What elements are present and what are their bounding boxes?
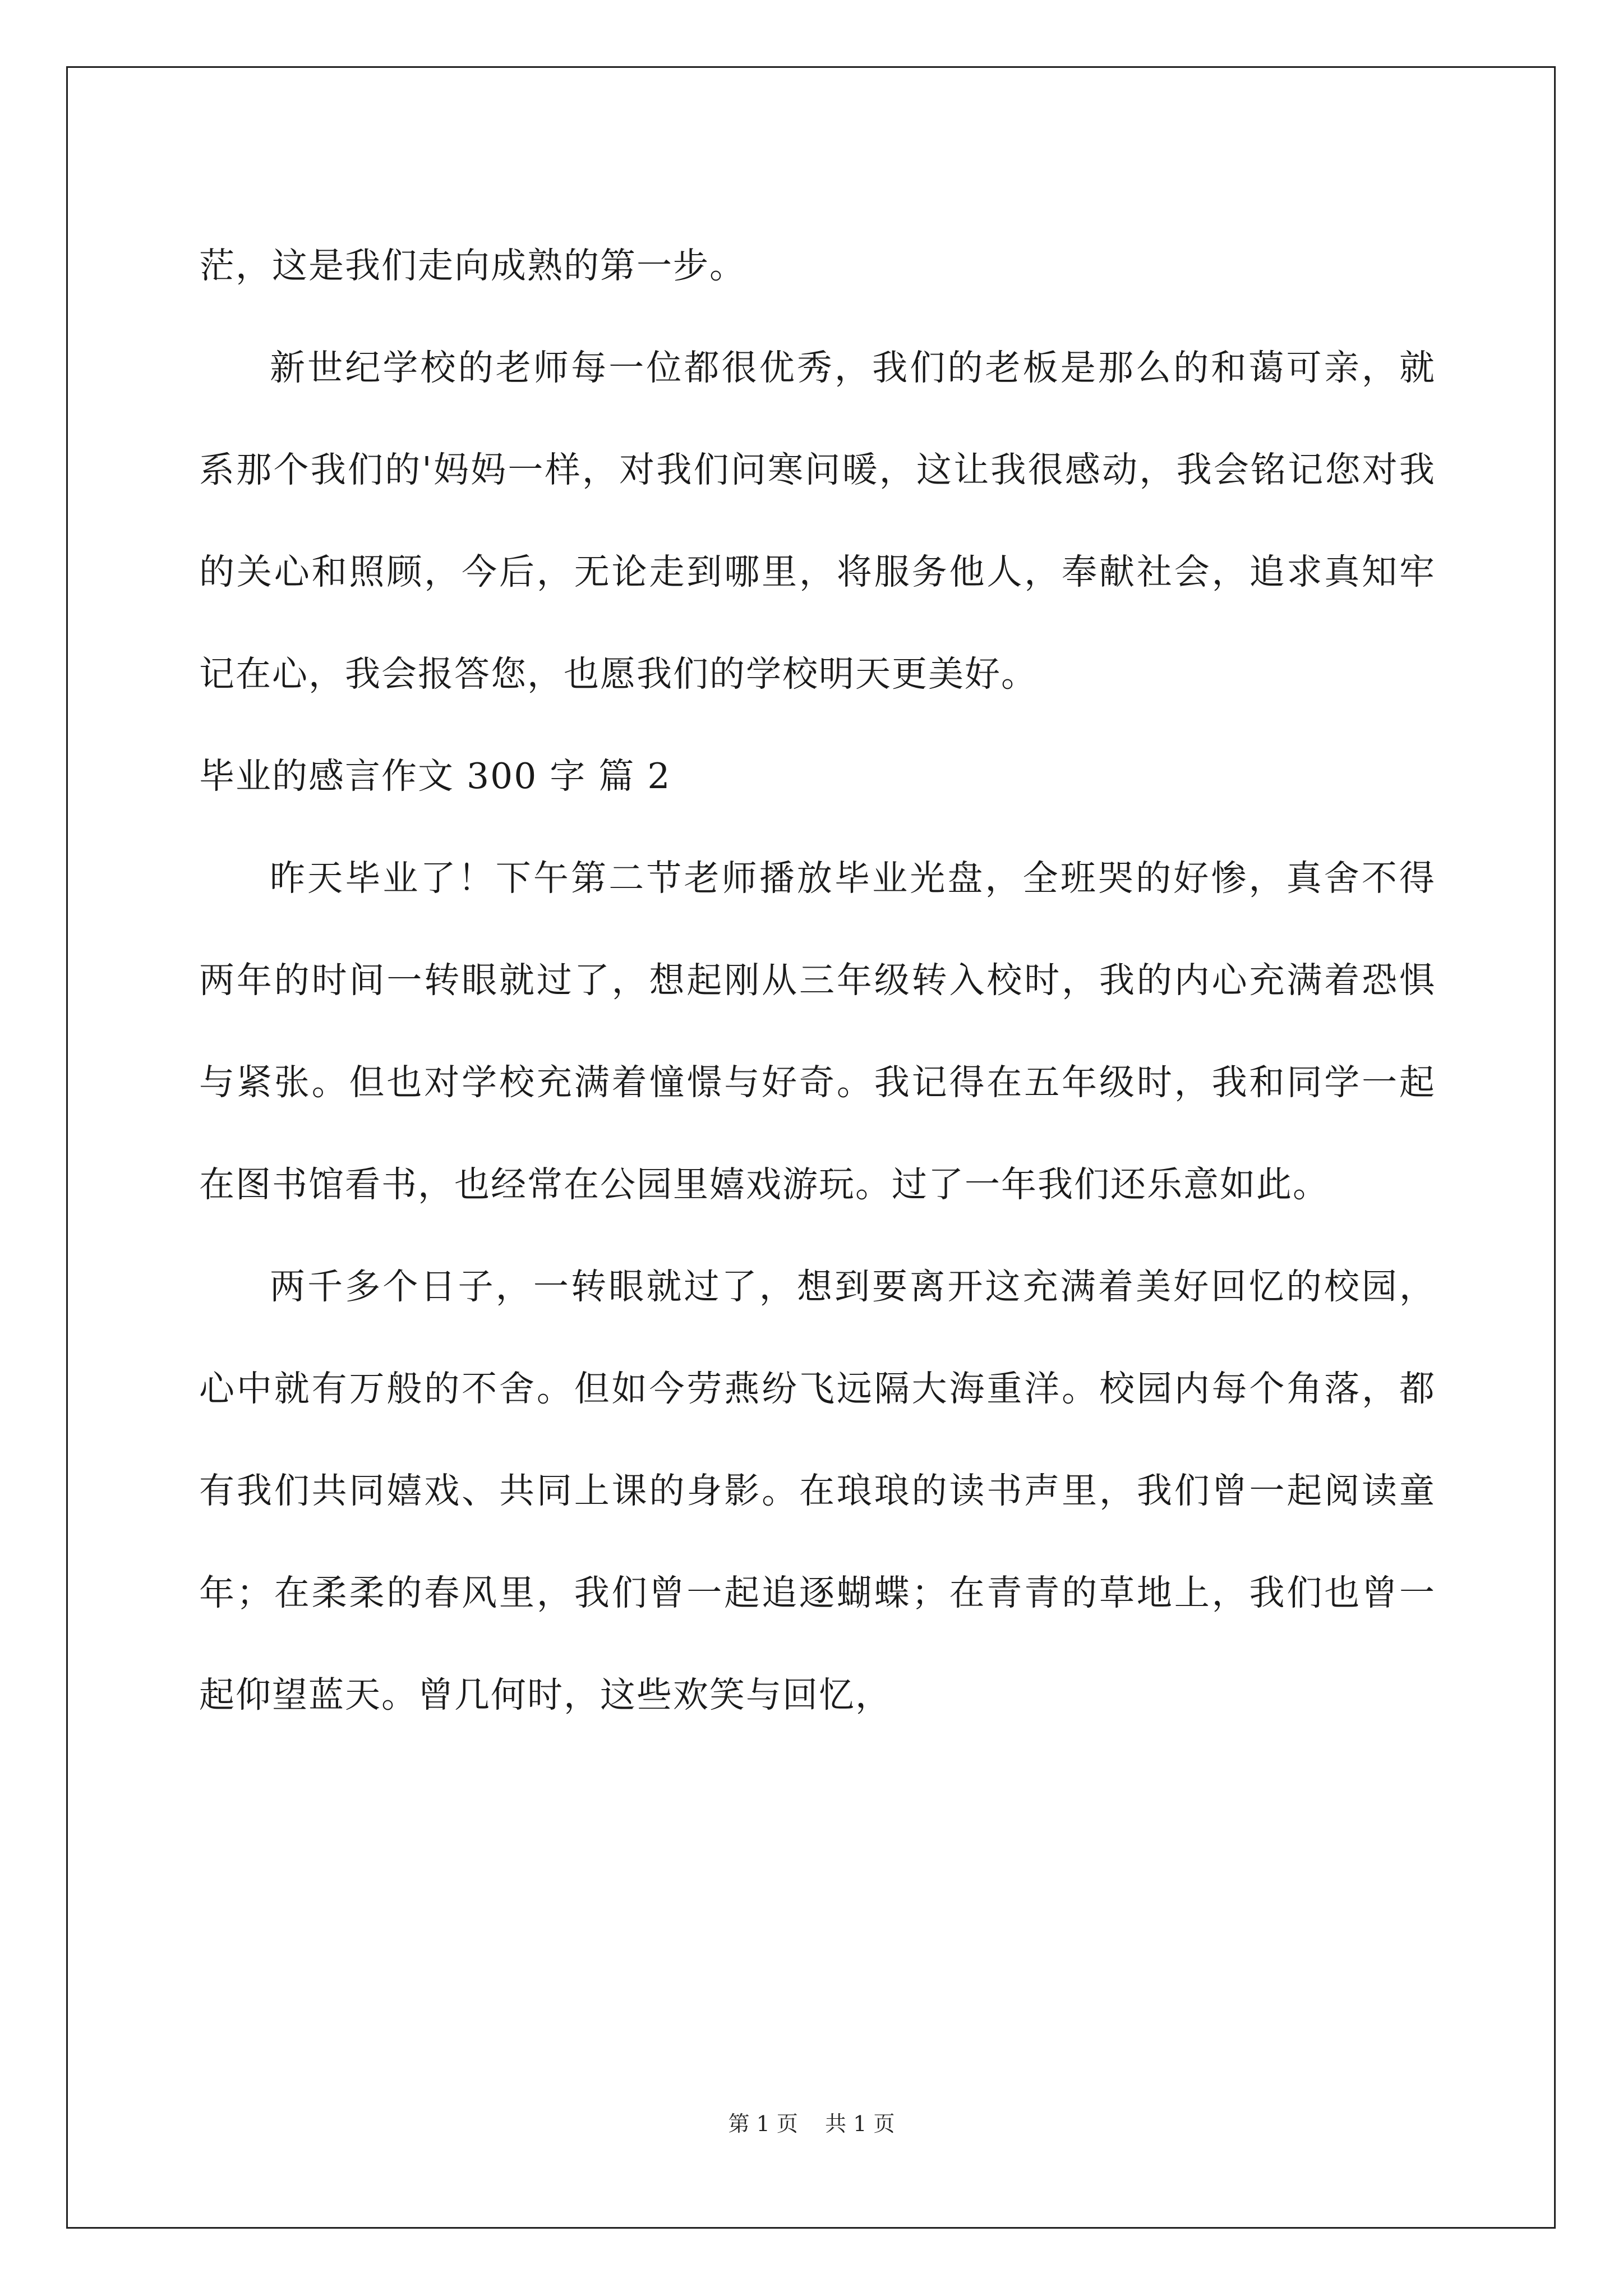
- page-footer: 第 1 页 共 1 页: [728, 2111, 895, 2136]
- paragraph-graduation-day: 昨天毕业了！下午第二节老师播放毕业光盘，全班哭的好惨，真舍不得两年的时间一转眼就过了，想起刚从三年级转入校时，我的内心充满着恐惧与紧张。但也对学校充满着憧憬与好奇。我记得在五年级时，我和同学一起在图书馆看书，也经常在公园里嬉戏游玩。过了一年我们还乐意如此。: [199, 858, 1436, 1205]
- document-body: [199, 215, 1436, 1746]
- paragraph-teachers: 新世纪学校的老师每一位都很优秀，我们的老板是那么的和蔼可亲，就系那个我们的'妈妈一样，对我们问寒问暖，这让我很感动，我会铭记您对我的关心和照顾，今后，无论走到哪里，将服务他人，奉献社会，追求真知牢记在心，我会报答您，也愿我们的学校明天更美好。: [199, 347, 1436, 694]
- paragraph-memories: 两千多个日子，一转眼就过了，想到要离开这充满着美好回忆的校园，心中就有万般的不舍。但如今劳燕纷飞远隔大海重洋。校园内每个角落，都有我们共同嬉戏、共同上课的身影。在琅琅的读书声里，我们曾一起阅读童年；在柔柔的春风里，我们曾一起追逐蝴蝶；在青青的草地上，我们也曾一起仰望蓝天。曾几何时，这些欢笑与回忆，: [199, 1266, 1436, 1715]
- paragraph-continued: 茫，这是我们走向成熟的第一步。: [199, 245, 746, 286]
- section-heading: 毕业的感言作文 300 字 篇 2: [199, 756, 671, 797]
